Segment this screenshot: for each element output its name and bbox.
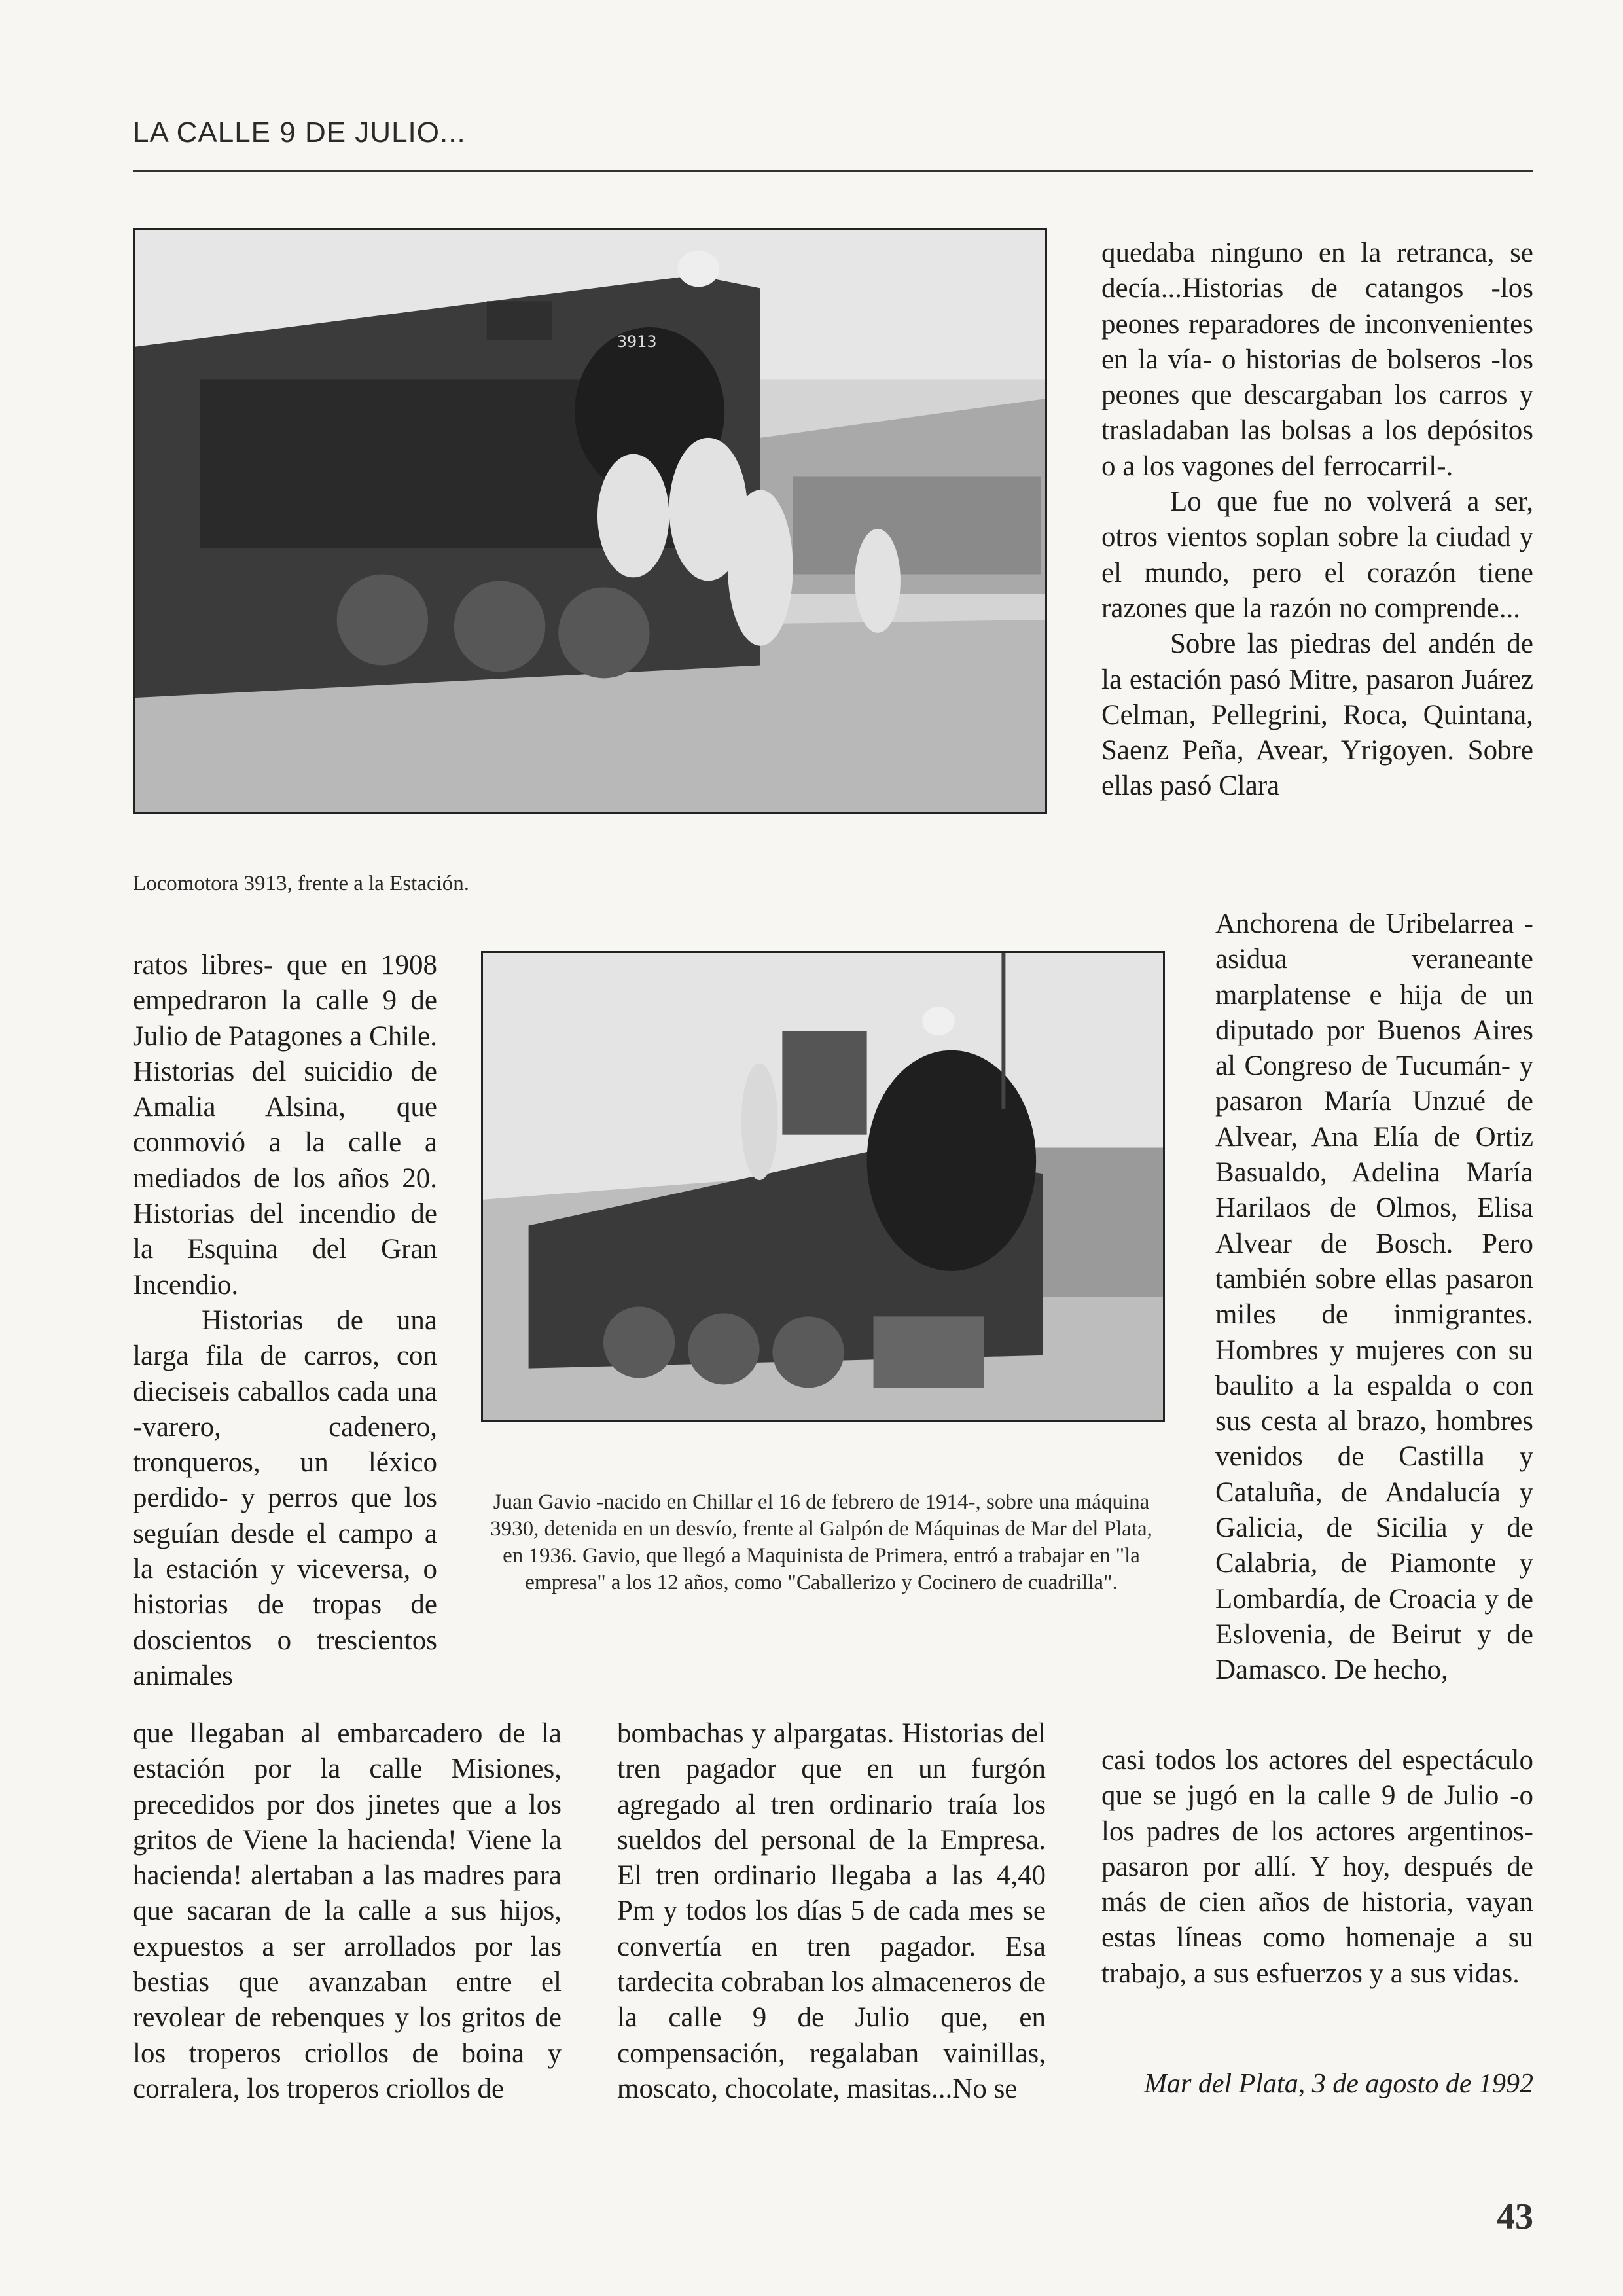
paragraph: que llegaban al embarcadero de la estación por la calle Misiones, precedidos por dos jinetes que a los gritos de Viene la hacienda! Viene la hacienda! alertaban a las madres para que sacaran de la calle a sus hijos, expuestos a ser arrollados por las bestias que avanzaban entre el revolear de rebenques y los gritos de los troperos criollos de boina y corralera, los troperos criollos de — [133, 1718, 562, 2104]
locomotive-3930-photo — [481, 951, 1165, 1422]
paragraph: Sobre las piedras del andén de la estación pasó Mitre, pasaron Juárez Celman, Pellegrini, Roca, Quintana, Saenz Peña, Avear, Yrigoyen. Sobre ellas pasó Clara — [1101, 628, 1533, 802]
locomotive-3913-photo — [133, 228, 1047, 814]
column3-narrow — [1215, 906, 1533, 1689]
paragraph: bombachas y alpargatas. Historias del tren pagador que en un furgón agregado al tren ordinario traía los sueldos del personal de la Empresa. El tren ordinario llegaba a las 4,40 Pm y todos los días 5 de cada mes se convertía en tren pagador. Esa tardecita cobraban los almaceneros de la calle 9 de Julio que, en compensación, regalaban vainillas, moscato, chocolate, masitas...No se — [617, 1718, 1046, 2104]
paragraph: quedaba ninguno en la retranca, se decía...Historias de catangos -los peones reparadores de inconvenientes en la vía- o historias de bolseros -los peones que descargaban los carros y trasladaban las bolsas a los depósitos o a los vagones del ferrocarril-. — [1101, 238, 1533, 482]
running-header: LA CALLE 9 DE JULIO... — [133, 117, 466, 149]
column3-top — [1101, 236, 1533, 804]
number-plate-text: 3913 — [616, 332, 657, 351]
paragraph: Anchorena de Uribelarrea -asidua veraneante marplatense e hija de un diputado por Buenos Aires al Congreso de Tucumán- y pasaron María Unzué de Alvear, Ana Elía de Ortiz Basualdo, Adelina María Harilaos de Olmos, Elisa Alvear de Bosch. Pero también sobre ellas pasaron miles de inmigrantes. Hombres y mujeres con su baulito a la espalda o con sus cesta al brazo, hombres venidos de Castilla y Cataluña, de Andalucía y Galicia, de Sicilia y de Calabria, de Piamonte y Lombardía, de Croacia y de Eslovenia, de Beirut y de Damasco. De hecho, — [1215, 908, 1533, 1686]
column1-top — [133, 948, 437, 1694]
column2 — [617, 1716, 1046, 2107]
column3-bottom — [1101, 1743, 1533, 1992]
paragraph: ratos libres- que en 1908 empedraron la calle 9 de Julio de Patagones a Chile. Historias del suicidio de Amalia Alsina, que conmovió a la calle a mediados de los años 20. Historias del incendio de la Esquina del Gran Incendio. — [133, 950, 437, 1300]
column1-bottom — [133, 1716, 562, 2107]
paragraph: Lo que fue no volverá a ser, otros vientos soplan sobre la ciudad y el mundo, pero el corazón tiene razones que la razón no comprende... — [1101, 486, 1533, 624]
photo2-caption: Juan Gavio -nacido en Chillar el 16 de febrero de 1914-, sobre una máquina 3930, detenida en un desvío, frente al Galpón de Máquinas de Mar del Plata, en 1936. Gavio, que llegó a Maquinista de Primera, entró a trabajar en "la empresa" a los 12 años, como "Caballerizo y Cocinero de cuadrilla". — [490, 1490, 1152, 1594]
header-rule — [133, 170, 1533, 172]
paragraph: Historias de una larga fila de carros, con dieciseis caballos cada una -varero, cadenero, tronqueros, un léxico perdido- y perros que los seguían desde el campo a la estación y viceversa, o historias de tropas de doscientos o trescientos animales — [133, 1304, 437, 1691]
photo1-caption: Locomotora 3913, frente a la Estación. — [133, 872, 470, 895]
paragraph: casi todos los actores del espectáculo que se jugó en la calle 9 de Julio -o los padres de los actores argentinos- pasaron por allí. Y hoy, después de más de cien años de historia, vayan estas líneas como homenaje a su trabajo, a sus esfuerzos y a sus vidas. — [1101, 1745, 1533, 1989]
page-number: 43 — [1497, 2197, 1533, 2237]
signature-date: Mar del Plata, 3 de agosto de 1992 — [1144, 2069, 1533, 2099]
